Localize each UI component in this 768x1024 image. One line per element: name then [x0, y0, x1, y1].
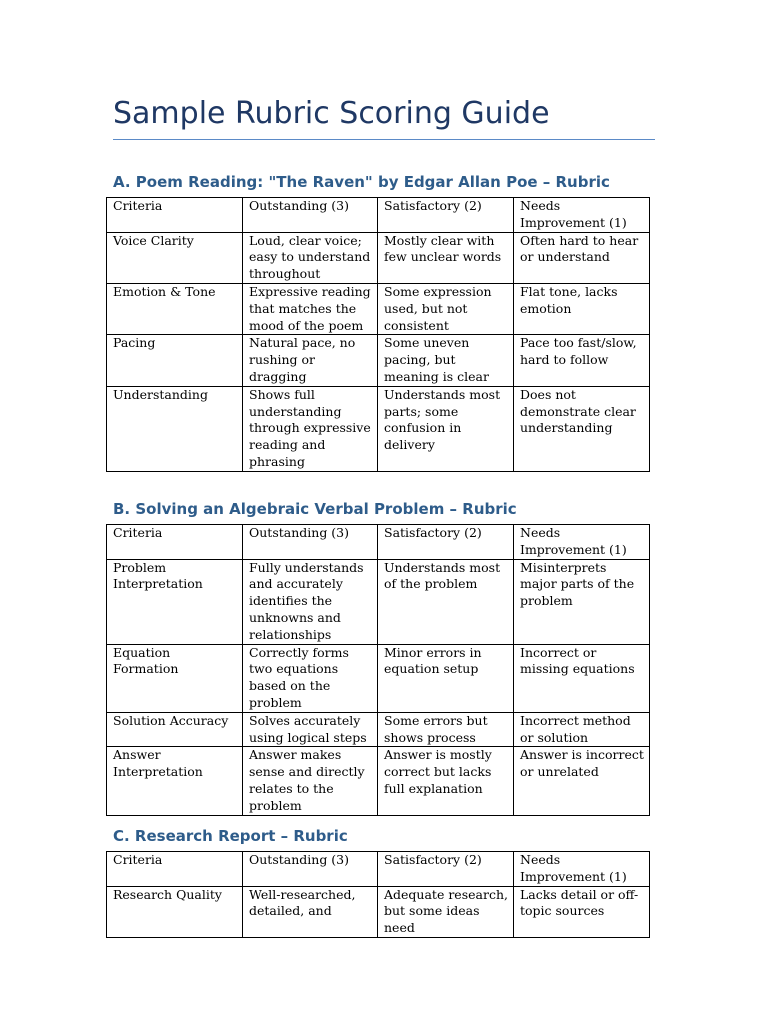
criteria-cell: Problem Interpretation — [107, 559, 243, 644]
satisfactory-cell: Adequate research, but some ideas need — [378, 886, 514, 937]
needs-improvement-cell: Answer is incorrect or unrelated — [514, 747, 650, 815]
criteria-cell: Research Quality — [107, 886, 243, 937]
criteria-cell: Understanding — [107, 386, 243, 471]
needs-improvement-cell: Pace too fast/slow, hard to follow — [514, 335, 650, 386]
header-criteria: Criteria — [107, 525, 243, 560]
header-criteria: Criteria — [107, 852, 243, 887]
title-underline — [113, 139, 655, 140]
table-header-row — [107, 852, 650, 887]
table-row — [107, 386, 650, 471]
satisfactory-cell: Mostly clear with few unclear words — [378, 232, 514, 283]
outstanding-cell: Shows full understanding through expressive reading and phrasing — [243, 386, 378, 471]
satisfactory-cell: Some uneven pacing, but meaning is clear — [378, 335, 514, 386]
outstanding-cell: Natural pace, no rushing or dragging — [243, 335, 378, 386]
header-needs-improvement: Needs Improvement (1) — [514, 852, 650, 887]
outstanding-cell: Fully understands and accurately identifies the unknowns and relationships — [243, 559, 378, 644]
rubric-table — [106, 197, 650, 472]
table-row — [107, 559, 650, 644]
needs-improvement-cell: Flat tone, lacks emotion — [514, 283, 650, 334]
rubric-table — [106, 851, 650, 938]
criteria-cell: Voice Clarity — [107, 232, 243, 283]
header-outstanding: Outstanding (3) — [243, 198, 378, 233]
section-heading: B. Solving an Algebraic Verbal Problem – Rubric — [113, 500, 517, 518]
outstanding-cell: Correctly forms two equations based on the problem — [243, 644, 378, 712]
table-row — [107, 747, 650, 815]
table-row — [107, 283, 650, 334]
section-heading: C. Research Report – Rubric — [113, 827, 348, 845]
needs-improvement-cell: Does not demonstrate clear understanding — [514, 386, 650, 471]
table-row — [107, 886, 650, 937]
needs-improvement-cell: Incorrect method or solution — [514, 712, 650, 747]
outstanding-cell: Expressive reading that matches the mood of the poem — [243, 283, 378, 334]
satisfactory-cell: Understands most of the problem — [378, 559, 514, 644]
table-header-row — [107, 198, 650, 233]
satisfactory-cell: Some errors but shows process — [378, 712, 514, 747]
table-row — [107, 712, 650, 747]
section-heading: A. Poem Reading: "The Raven" by Edgar Allan Poe – Rubric — [113, 173, 610, 191]
criteria-cell: Answer Interpretation — [107, 747, 243, 815]
outstanding-cell: Well-researched, detailed, and — [243, 886, 378, 937]
satisfactory-cell: Answer is mostly correct but lacks full explanation — [378, 747, 514, 815]
satisfactory-cell: Understands most parts; some confusion in delivery — [378, 386, 514, 471]
needs-improvement-cell: Misinterprets major parts of the problem — [514, 559, 650, 644]
table-header-row — [107, 525, 650, 560]
header-criteria: Criteria — [107, 198, 243, 233]
outstanding-cell: Answer makes sense and directly relates to the problem — [243, 747, 378, 815]
header-satisfactory: Satisfactory (2) — [378, 525, 514, 560]
header-outstanding: Outstanding (3) — [243, 852, 378, 887]
rubric-table — [106, 524, 650, 816]
outstanding-cell: Loud, clear voice; easy to understand throughout — [243, 232, 378, 283]
outstanding-cell: Solves accurately using logical steps — [243, 712, 378, 747]
criteria-cell: Equation Formation — [107, 644, 243, 712]
satisfactory-cell: Minor errors in equation setup — [378, 644, 514, 712]
criteria-cell: Pacing — [107, 335, 243, 386]
needs-improvement-cell: Often hard to hear or understand — [514, 232, 650, 283]
header-needs-improvement: Needs Improvement (1) — [514, 525, 650, 560]
criteria-cell: Solution Accuracy — [107, 712, 243, 747]
criteria-cell: Emotion & Tone — [107, 283, 243, 334]
table-row — [107, 644, 650, 712]
table-row — [107, 335, 650, 386]
header-outstanding: Outstanding (3) — [243, 525, 378, 560]
needs-improvement-cell: Lacks detail or off-topic sources — [514, 886, 650, 937]
header-needs-improvement: Needs Improvement (1) — [514, 198, 650, 233]
header-satisfactory: Satisfactory (2) — [378, 852, 514, 887]
needs-improvement-cell: Incorrect or missing equations — [514, 644, 650, 712]
table-row — [107, 232, 650, 283]
header-satisfactory: Satisfactory (2) — [378, 198, 514, 233]
document-title: Sample Rubric Scoring Guide — [113, 96, 550, 131]
satisfactory-cell: Some expression used, but not consistent — [378, 283, 514, 334]
